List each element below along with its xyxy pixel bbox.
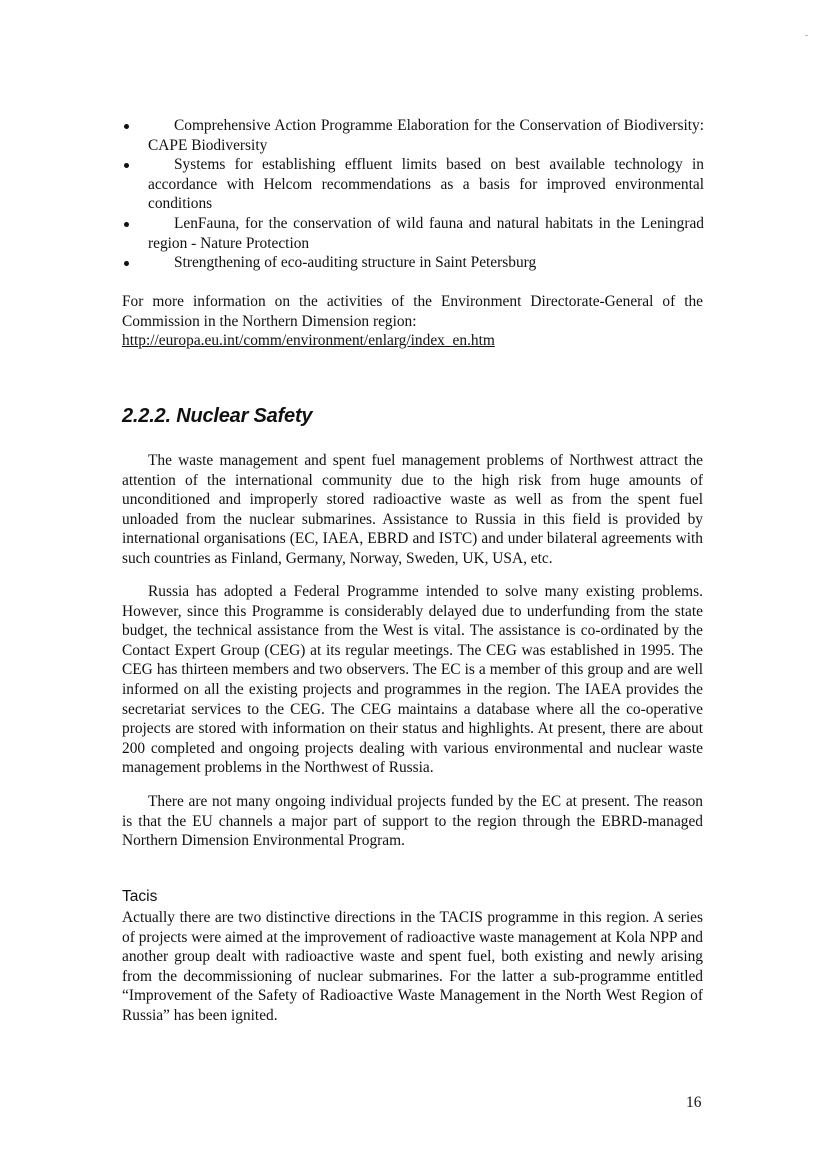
bullet-text: LenFauna, for the conservation of wild fauna and natural habitats in the Leningrad region - Nature Protection bbox=[148, 214, 704, 252]
project-bullet-list bbox=[122, 116, 704, 273]
body-paragraph: Russia has adopted a Federal Programme intended to solve many existing problems. However, since this Programme is considerably delayed due to underfunding from the state budget, the technical assistance from the West is vital. The assistance is co-ordinated by the Contact Expert Group (CEG) at its regular meetings. The CEG was established in 1995. The CEG has thirteen members and two observers. The EC is a member of this group and are well informed on all the existing projects and programmes in the region. The IAEA provides the secretariat services to the CEG. The CEG maintains a database where all the co-operative projects are stored with information on their status and highlights. At present, there are about 200 completed and ongoing projects dealing with various environmental and nuclear waste management problems in the Northwest of Russia. bbox=[122, 583, 703, 777]
environment-link[interactable]: http://europa.eu.int/comm/environment/enlarg/index_en.htm bbox=[122, 332, 495, 350]
more-info-paragraph bbox=[122, 292, 703, 351]
bullet-dot-icon bbox=[124, 222, 129, 227]
page-number: 16 bbox=[686, 1094, 702, 1111]
bullet-text: Strengthening of eco-auditing structure in Saint Petersburg bbox=[174, 254, 537, 272]
bullet-item bbox=[122, 116, 704, 155]
bullet-text: Comprehensive Action Programme Elaboration for the Conservation of Biodiversity: CAPE Biodiversity bbox=[148, 117, 704, 154]
bullet-dot-icon bbox=[124, 163, 129, 168]
more-info-text: For more information on the activities of the Environment Directorate-General of the Commission in the Northern Dimension region: bbox=[122, 293, 703, 330]
bullet-item bbox=[122, 155, 704, 214]
bullet-item bbox=[122, 253, 704, 273]
bullet-item bbox=[122, 214, 704, 253]
scan-mark bbox=[805, 35, 808, 36]
body-paragraph: There are not many ongoing individual projects funded by the EC at present. The reason is that the EU channels a major part of support to the region through the EBRD-managed Northern Dimension Environmental Program. bbox=[122, 793, 703, 850]
bullet-dot-icon bbox=[124, 124, 129, 129]
body-paragraph: Actually there are two distinctive directions in the TACIS programme in this region. A series of projects were aimed at the improvement of radioactive waste management at Kola NPP and another group dealt with radioactive waste and spent fuel, both existing and newly arising from the decommissioning of nuclear submarines. For the latter a sub-programme entitled “Improvement of the Safety of Radioactive Waste Management in the North West Region of Russia” has been ignited. bbox=[122, 909, 703, 1024]
section-heading: 2.2.2. Nuclear Safety bbox=[122, 405, 313, 427]
subsection-heading: Tacis bbox=[122, 888, 158, 905]
body-paragraph: The waste management and spent fuel management problems of Northwest attract the attention of the international community due to the high risk from huge amounts of unconditioned and improperly stored radioactive waste as well as from the spent fuel unloaded from the nuclear submarines. Assistance to Russia in this field is provided by international organisations (EC, IAEA, EBRD and ISTC) and under bilateral agreements with such countries as Finland, Germany, Norway, Sweden, UK, USA, etc. bbox=[122, 452, 703, 567]
bullet-text: Systems for establishing effluent limits based on best available technology in accordance with Helcom recommendations as a basis for improved environmental conditions bbox=[148, 156, 704, 213]
bullet-dot-icon bbox=[124, 261, 129, 266]
